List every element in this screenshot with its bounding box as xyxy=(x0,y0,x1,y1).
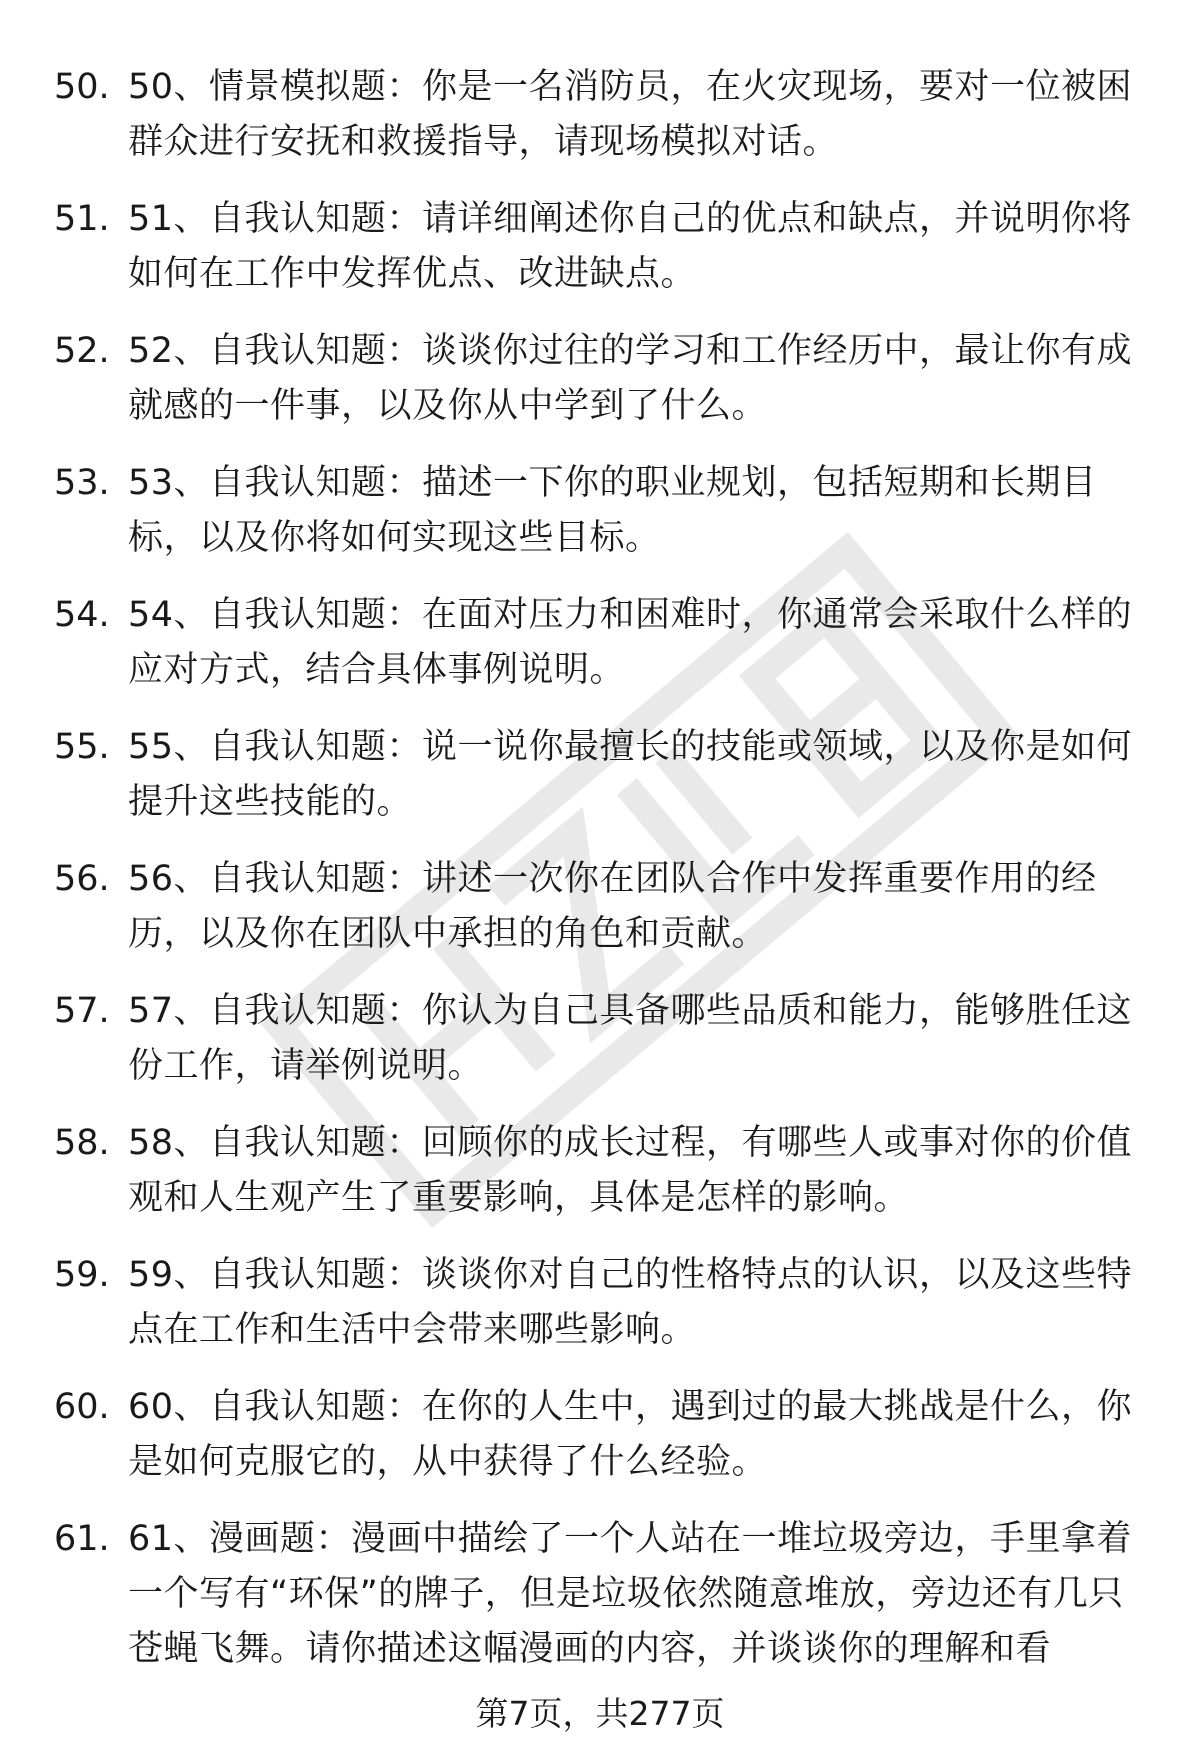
list-item xyxy=(0,1248,1200,1380)
list-item xyxy=(0,192,1200,324)
question-text: 61、漫画题：漫画中描绘了一个人站在一堆垃圾旁边，手里拿着一个写有“环保”的牌子，但是垃圾依然随意堆放，旁边还有几只苍蝇飞舞。请你描述这幅漫画的内容，并谈谈你的理解和看 xyxy=(128,1519,1133,1669)
question-text: 60、自我认知题：在你的人生中，遇到过的最大挑战是什么，你是如何克服它的，从中获得了什么经验。 xyxy=(128,1387,1133,1482)
question-number: 57. xyxy=(54,991,110,1031)
question-number: 54. xyxy=(54,595,110,635)
question-text: 55、自我认知题：说一说你最擅长的技能或领域，以及你是如何提升这些技能的。 xyxy=(128,727,1133,822)
question-number: 60. xyxy=(54,1387,110,1427)
list-item xyxy=(0,456,1200,588)
question-text: 57、自我认知题：你认为自己具备哪些品质和能力，能够胜任这份工作，请举例说明。 xyxy=(128,991,1133,1086)
question-number: 55. xyxy=(54,727,110,767)
question-text: 52、自我认知题：谈谈你过往的学习和工作经历中，最让你有成就感的一件事，以及你从中学到了什么。 xyxy=(128,331,1133,426)
list-item xyxy=(0,1512,1200,1682)
question-text: 58、自我认知题：回顾你的成长过程，有哪些人或事对你的价值观和人生观产生了重要影响，具体是怎样的影响。 xyxy=(128,1123,1133,1218)
question-number: 58. xyxy=(54,1123,110,1163)
question-text: 59、自我认知题：谈谈你对自己的性格特点的认识，以及这些特点在工作和生活中会带来哪些影响。 xyxy=(128,1255,1133,1350)
question-text: 54、自我认知题：在面对压力和困难时，你通常会采取什么样的应对方式，结合具体事例说明。 xyxy=(128,595,1133,690)
question-number: 51. xyxy=(54,199,110,239)
question-text: 51、自我认知题：请详细阐述你自己的优点和缺点，并说明你将如何在工作中发挥优点、改进缺点。 xyxy=(128,199,1133,294)
list-item xyxy=(0,588,1200,720)
page-number: 第7页，共277页 xyxy=(475,1694,725,1733)
list-item xyxy=(0,720,1200,852)
question-number: 53. xyxy=(54,463,110,503)
question-number: 59. xyxy=(54,1255,110,1295)
question-number: 61. xyxy=(54,1519,110,1559)
question-list xyxy=(0,60,1200,1682)
question-text: 50、情景模拟题：你是一名消防员，在火灾现场，要对一位被困群众进行安抚和救援指导，请现场模拟对话。 xyxy=(128,67,1133,162)
list-item xyxy=(0,324,1200,456)
list-item xyxy=(0,1380,1200,1512)
question-number: 52. xyxy=(54,331,110,371)
list-item xyxy=(0,984,1200,1116)
list-item xyxy=(0,60,1200,192)
list-item xyxy=(0,1116,1200,1248)
list-item xyxy=(0,852,1200,984)
question-number: 56. xyxy=(54,859,110,899)
question-number: 50. xyxy=(54,67,110,107)
question-text: 53、自我认知题：描述一下你的职业规划，包括短期和长期目标，以及你将如何实现这些目标。 xyxy=(128,463,1097,558)
question-text: 56、自我认知题：讲述一次你在团队合作中发挥重要作用的经历，以及你在团队中承担的角色和贡献。 xyxy=(128,859,1097,954)
